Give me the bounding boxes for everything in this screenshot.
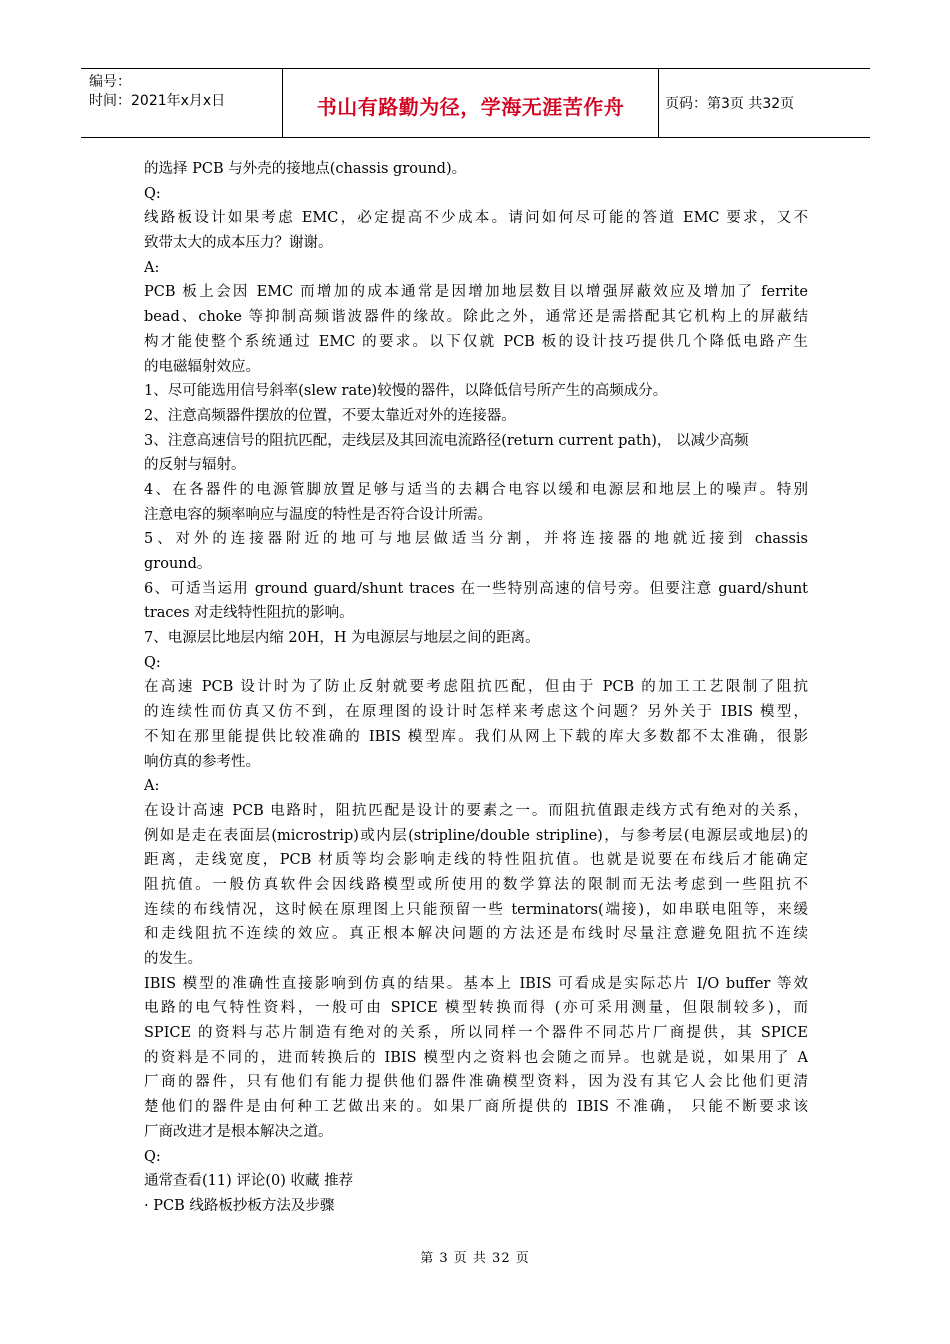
body-line: 电路的电气特性资料，一般可由 SPICE 模型转换而得 (亦可采用测量，但限制较多)，而: [144, 1000, 808, 1017]
body-line: 线路板设计如果考虑 EMC，必定提高不少成本。请问如何尽可能的答道 EMC 要求，又不: [144, 210, 808, 227]
body-line: PCB 板上会因 EMC 而增加的成本通常是因增加地层数目以增强屏蔽效应及增加了 ferrite: [144, 284, 808, 301]
list-item: 7、电源层比地层内缩 20H，H 为电源层与地层之间的距离。: [144, 630, 540, 647]
list-item: 5、对外的连接器附近的地可与地层做适当分割，并将连接器的地就近接到 chassis: [144, 531, 808, 548]
body-line: 例如是走在表面层(microstrip)或内层(stripline/double stripline)，与参考层(电源层或地层)的: [144, 827, 808, 844]
body-line: ground。: [144, 556, 212, 572]
question-marker: Q:: [144, 654, 161, 671]
list-item: 4、在各器件的电源管脚放置足够与适当的去耦合电容以缓和电源层和地层上的噪声。特别: [144, 481, 808, 498]
body-line: 响仿真的参考性。: [144, 753, 260, 770]
list-item: 6、可适当运用 ground guard/shunt traces 在一些特别高速的信号旁。但要注意 guard/shunt: [144, 580, 808, 597]
page-info: 页码：第3页 共32页: [665, 96, 795, 112]
body-line: 厂商改进才是根本解决之道。: [144, 1123, 333, 1140]
list-item: 2、注意高频器件摆放的位置，不要太靠近对外的连接器。: [144, 407, 516, 424]
time-label: 时间：2021年x月x日: [89, 93, 226, 109]
motto-text: 书山有路勤为径，学海无涯苦作舟: [316, 95, 625, 119]
body-line: 的选择 PCB 与外壳的接地点(chassis ground)。: [144, 161, 467, 177]
body-line: 连续的布线情况，这时候在原理图上只能预留一些 terminators(端接)，如串联电阻等，来缓: [144, 901, 808, 918]
body-line: 的反射与辐射。: [144, 457, 246, 474]
post-stats-line: 通常查看(11) 评论(0) 收藏 推荐: [144, 1173, 354, 1190]
body-line: 距离，走线宽度，PCB 材质等均会影响走线的特性阻抗值。也就是说要在布线后才能确定: [144, 852, 808, 869]
header-meta-cell: [81, 69, 283, 137]
body-line: 在高速 PCB 设计时为了防止反射就要考虑阻抗匹配，但由于 PCB 的加工工艺限制了阻抗: [144, 679, 808, 696]
body-line: 厂商的器件，只有他们有能力提供他们器件准确模型资料，因为没有其它人会比他们更清: [144, 1074, 808, 1091]
question-marker: Q:: [144, 1148, 161, 1165]
page-footer: 第 3 页 共 32 页: [420, 1251, 530, 1266]
header-page-cell: [659, 69, 870, 137]
body-line: 楚他们的器件是由何种工艺做出来的。如果厂商所提供的 IBIS 不准确， 只能不断要求该: [144, 1099, 808, 1116]
answer-marker: A:: [144, 778, 160, 795]
body-line: 阻抗值。一般仿真软件会因线路模型或所使用的数学算法的限制而无法考虑到一些阻抗不: [144, 876, 808, 893]
question-marker: Q:: [144, 185, 161, 202]
answer-marker: A:: [144, 259, 160, 276]
list-item: 1、尽可能选用信号斜率(slew rate)较慢的器件，以降低信号所产生的高频成分。: [144, 383, 668, 400]
document-body: [144, 157, 808, 1219]
body-line: 的电磁辐射效应。: [144, 358, 260, 375]
body-line: 的资料是不同的，进而转换后的 IBIS 模型内之资料也会随之而异。也就是说，如果用了 A: [144, 1049, 808, 1066]
body-line: 和走线阻抗不连续的效应。真正根本解决问题的方法还是布线时尽量注意避免阻抗不连续: [144, 926, 808, 943]
body-line: 不知在那里能提供比较准确的 IBIS 模型库。我们从网上下载的库大多数都不太准确，很影: [144, 728, 808, 745]
body-line: 致带太大的成本压力？谢谢。: [144, 235, 333, 252]
body-line: traces 对走线特性阻抗的影响。: [144, 605, 354, 622]
number-label: 编号：: [89, 74, 131, 90]
body-line: bead、choke 等抑制高频谐波器件的缘故。除此之外，通常还是需搭配其它机构上的屏蔽结: [144, 309, 808, 326]
body-line: 在设计高速 PCB 电路时，阻抗匹配是设计的要素之一。而阻抗值跟走线方式有绝对的关系，: [144, 802, 808, 819]
page-header: [81, 68, 870, 138]
list-item: 3、注意高速信号的阻抗匹配，走线层及其回流电流路径(return current path)， 以减少高频: [144, 432, 749, 449]
body-line: 的发生。: [144, 951, 202, 967]
body-line: IBIS 模型的准确性直接影响到仿真的结果。基本上 IBIS 可看成是实际芯片 I/O buffer 等效: [144, 975, 808, 992]
body-line: 注意电容的频率响应与温度的特性是否符合设计所需。: [144, 506, 492, 523]
body-line: 构才能使整个系统通过 EMC 的要求。以下仅就 PCB 板的设计技巧提供几个降低电路产生: [144, 333, 808, 350]
body-line: SPICE 的资料与芯片制造有绝对的关系，所以同样一个器件不同芯片厂商提供，其 SPICE: [144, 1025, 808, 1042]
related-link[interactable]: · PCB 线路板抄板方法及步骤: [144, 1197, 335, 1214]
body-line: 的连续性而仿真又仿不到，在原理图的设计时怎样来考虑这个问题？另外关于 IBIS 模型，: [144, 704, 808, 721]
header-motto-cell: [283, 69, 659, 137]
